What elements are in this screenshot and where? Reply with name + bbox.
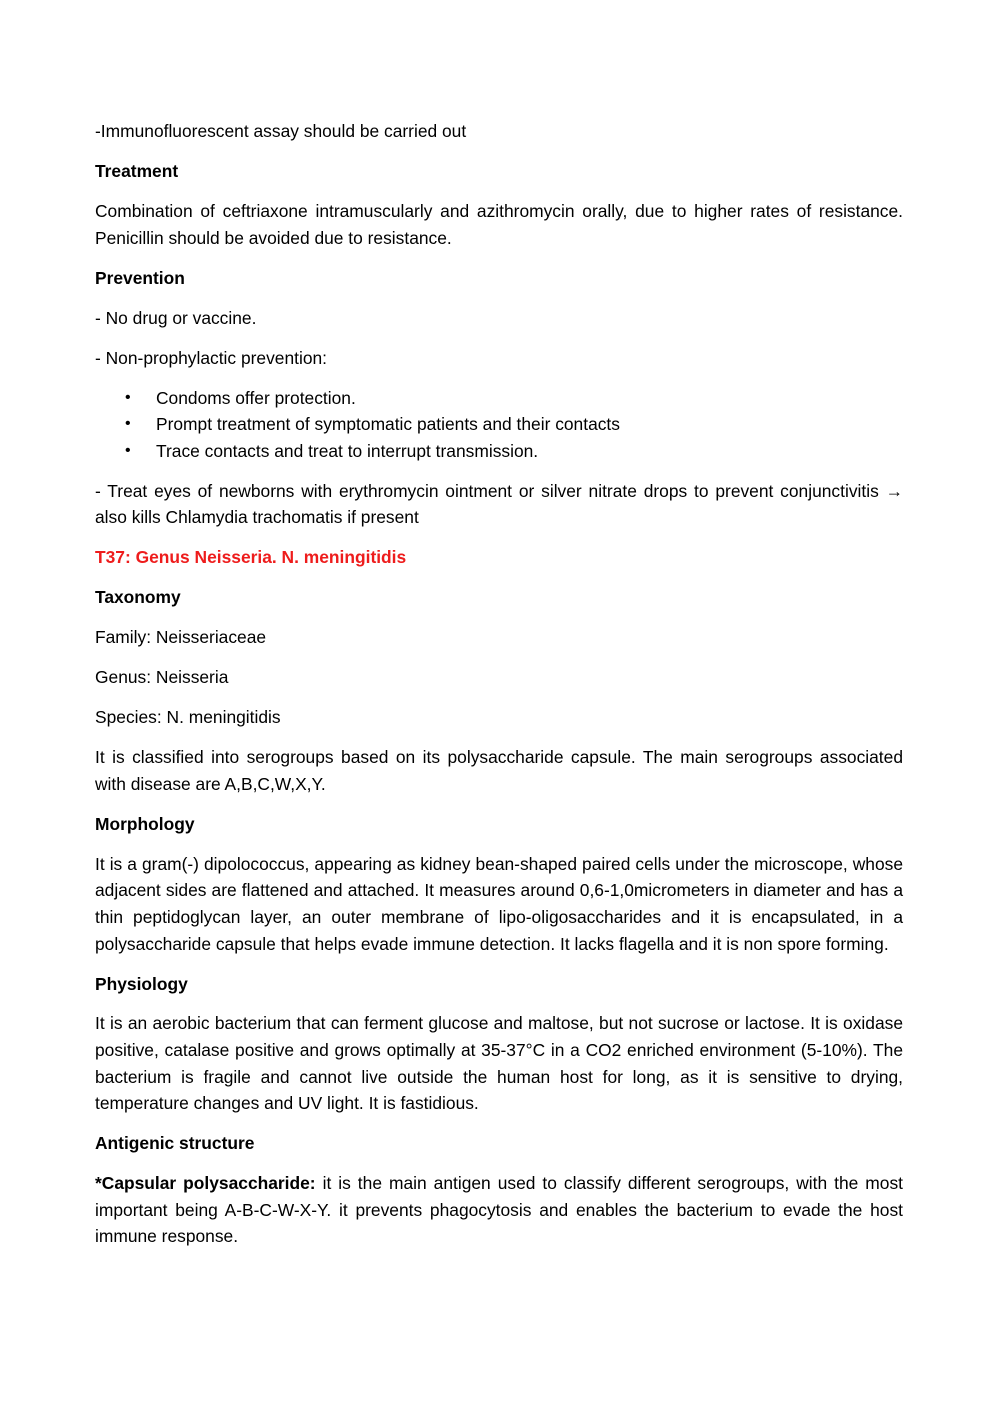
morphology-heading: Morphology: [95, 813, 195, 834]
bullet-icon: •: [125, 415, 131, 433]
intro-line: -Immunofluorescent assay should be carried out: [95, 121, 467, 141]
list-item-text: Condoms offer protection.: [156, 387, 356, 408]
newborn-paragraph: - Treat eyes of newborns with erythromycin ointment or silver nitrate drops to prevent conjunctivitis → also kills Chlamydia trachomatis if present: [95, 480, 903, 528]
taxonomy-family: Family: Neisseriaceae: [95, 627, 267, 648]
serogroups-paragraph: It is classified into serogroups based on its polysaccharide capsule. The main serogroups associated with disease are A,B,C,W,X,Y.: [95, 747, 903, 794]
physiology-paragraph: It is an aerobic bacterium that can ferment glucose and maltose, but not sucrose or lactose. It is oxidase positive, catalase positive and grows optimally at 35-37°C in a CO2 enriched environment (5-10%). The bacterium is fragile and cannot live outside the human host for long, as it is sensitive to drying, temperature changes and UV light. It is fastidious.: [95, 1013, 903, 1114]
list-item-text: Prompt treatment of symptomatic patients and their contacts: [156, 414, 620, 435]
prevention-bullet-list: [95, 385, 903, 465]
morphology-paragraph: It is a gram(-) dipolococcus, appearing as kidney bean-shaped paired cells under the microscope, whose adjacent sides are flattened and attached. It measures around 0,6-1,0micrometers in diameter and has a thin peptidoglycan layer, an outer membrane of lipo-oligosaccharides and it is encapsulated, in a polysaccharide capsule that helps evade immune detection. It lacks flagella and it is non spore forming.: [95, 853, 903, 954]
list-item: [95, 438, 903, 465]
list-item-text: Trace contacts and treat to interrupt transmission.: [156, 440, 539, 461]
prevention-line-no-drug: - No drug or vaccine.: [95, 307, 257, 328]
bullet-icon: •: [125, 388, 131, 406]
list-item: [95, 411, 903, 438]
section-title: T37: Genus Neisseria. N. meningitidis: [95, 547, 407, 568]
antigenic-structure-heading: Antigenic structure: [95, 1133, 255, 1154]
capsular-label: *Capsular polysaccharide:: [95, 1173, 316, 1194]
treatment-paragraph: Combination of ceftriaxone intramuscularly and azithromycin orally, due to higher rates of resistance. Penicillin should be avoided due to resistance.: [95, 200, 903, 248]
taxonomy-genus: Genus: Neisseria: [95, 667, 229, 688]
list-item: [95, 385, 903, 412]
taxonomy-species: Species: N. meningitidis: [95, 707, 281, 728]
prevention-heading: Prevention: [95, 267, 185, 288]
bullet-icon: •: [125, 441, 131, 459]
prevention-line-non-prophylactic: - Non-prophylactic prevention:: [95, 347, 327, 368]
treatment-heading: Treatment: [95, 160, 179, 181]
capsular-text: it is the main antigen used to classify different serogroups, with the most important being A-B-C-W-X-Y. it prevents phagocytosis and enables the bacterium to evade the host immune response.: [95, 1173, 903, 1247]
capsular-polysaccharide-paragraph: [95, 1170, 903, 1250]
physiology-heading: Physiology: [95, 973, 188, 994]
taxonomy-heading: Taxonomy: [95, 587, 181, 608]
document-page: [95, 118, 903, 1263]
